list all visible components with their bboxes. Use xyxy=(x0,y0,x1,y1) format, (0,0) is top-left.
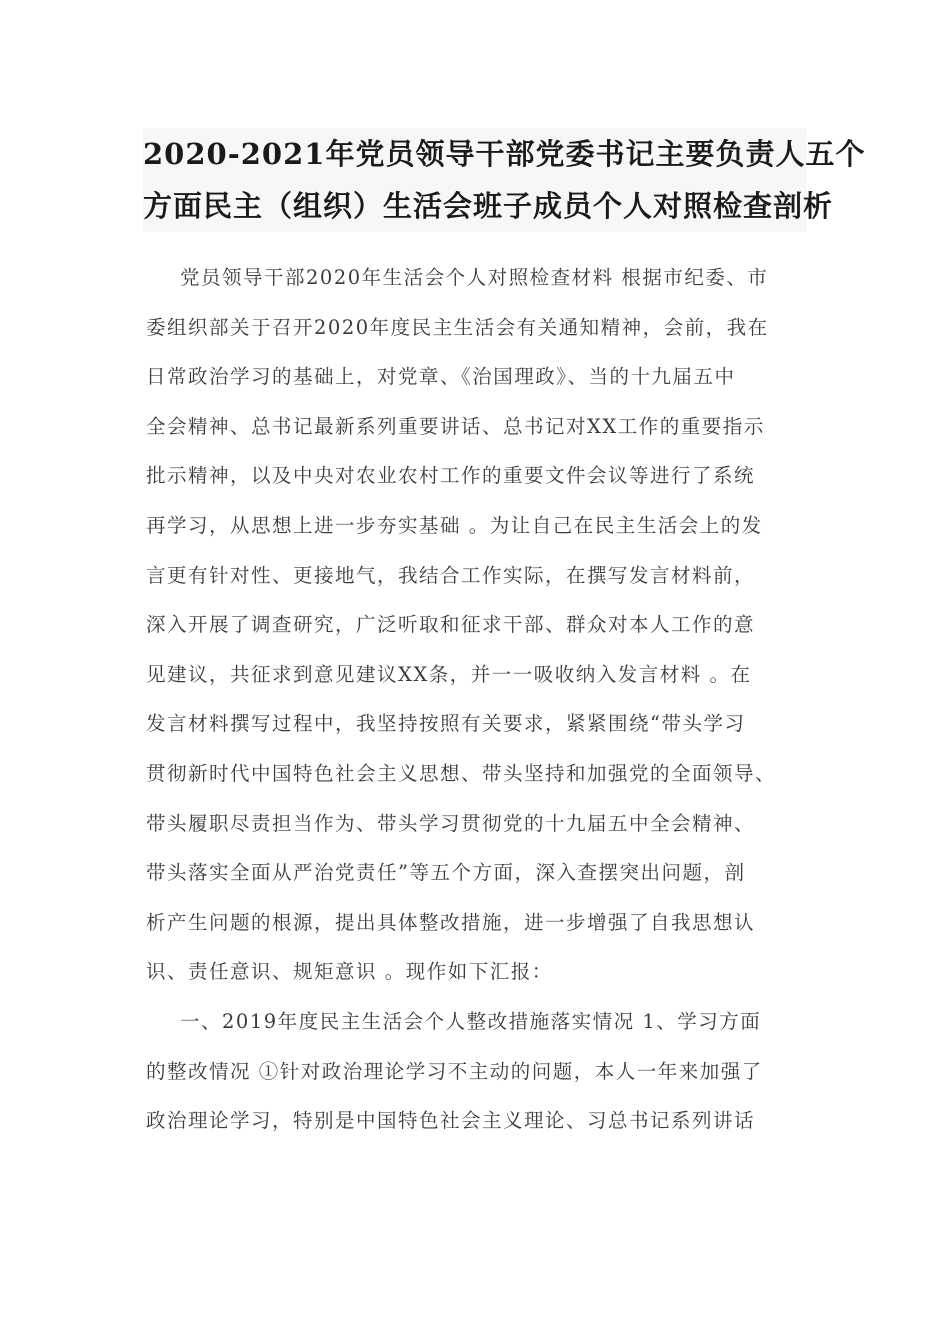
body-line: 言更有针对性、更接地气，我结合工作实际，在撰写发言材料前， xyxy=(146,563,756,587)
paragraph-intro xyxy=(146,253,806,997)
body-line: 政治理论学习，特别是中国特色社会主义理论、习总书记系列讲话 xyxy=(146,1109,756,1133)
document-title xyxy=(143,128,866,232)
body-line: 批示精神，以及中央对农业农村工作的重要文件会议等进行了系统 xyxy=(146,464,756,488)
paragraph-section-one xyxy=(146,997,806,1146)
body-line: 见建议，共征求到意见建议XX条，并一一吸收纳入发言材料 。在 xyxy=(146,662,752,686)
body-line: 发言材料撰写过程中，我坚持按照有关要求，紧紧围绕“带头学习 xyxy=(146,712,746,736)
title-line-2: 方面民主（组织）生活会班子成员个人对照检查剖析 xyxy=(143,189,834,223)
body-line: 深入开展了调查研究，广泛听取和征求干部、群众对本人工作的意 xyxy=(146,613,756,637)
body-line: 委组织部关于召开2020年度民主生活会有关通知精神，会前，我在 xyxy=(146,315,769,339)
body-line: 贯彻新时代中国特色社会主义思想、带头坚持和加强党的全面领导、 xyxy=(146,761,777,785)
body-line: 带头落实全面从严治党责任”等五个方面，深入查摆突出问题，剖 xyxy=(146,861,746,885)
body-line: 再学习，从思想上进一步夯实基础 。为让自己在民主生活会上的发 xyxy=(146,513,763,537)
body-line: 一、2019年度民主生活会个人整改措施落实情况 1、学习方面 xyxy=(180,1009,762,1033)
body-line: 的整改情况 ①针对政治理论学习不主动的问题，本人一年来加强了 xyxy=(146,1059,763,1083)
body-line: 党员领导干部2020年生活会个人对照检查材料 根据市纪委、市 xyxy=(180,266,769,289)
body-line: 全会精神、总书记最新系列重要讲话、总书记对XX工作的重要指示 xyxy=(146,414,765,438)
title-line-1: 2020-2021年党员领导干部党委书记主要负责人五个 xyxy=(143,137,866,171)
document-body xyxy=(146,253,806,1146)
body-line: 带头履职尽责担当作为、带头学习贯彻党的十九届五中全会精神、 xyxy=(146,811,756,835)
body-line: 识、责任意识、规矩意识 。现作如下汇报： xyxy=(146,960,553,984)
body-line: 析产生问题的根源，提出具体整改措施，进一步增强了自我思想认 xyxy=(146,910,756,934)
body-line: 日常政治学习的基础上，对党章、《治国理政》、当的十九届五中 xyxy=(146,365,736,389)
